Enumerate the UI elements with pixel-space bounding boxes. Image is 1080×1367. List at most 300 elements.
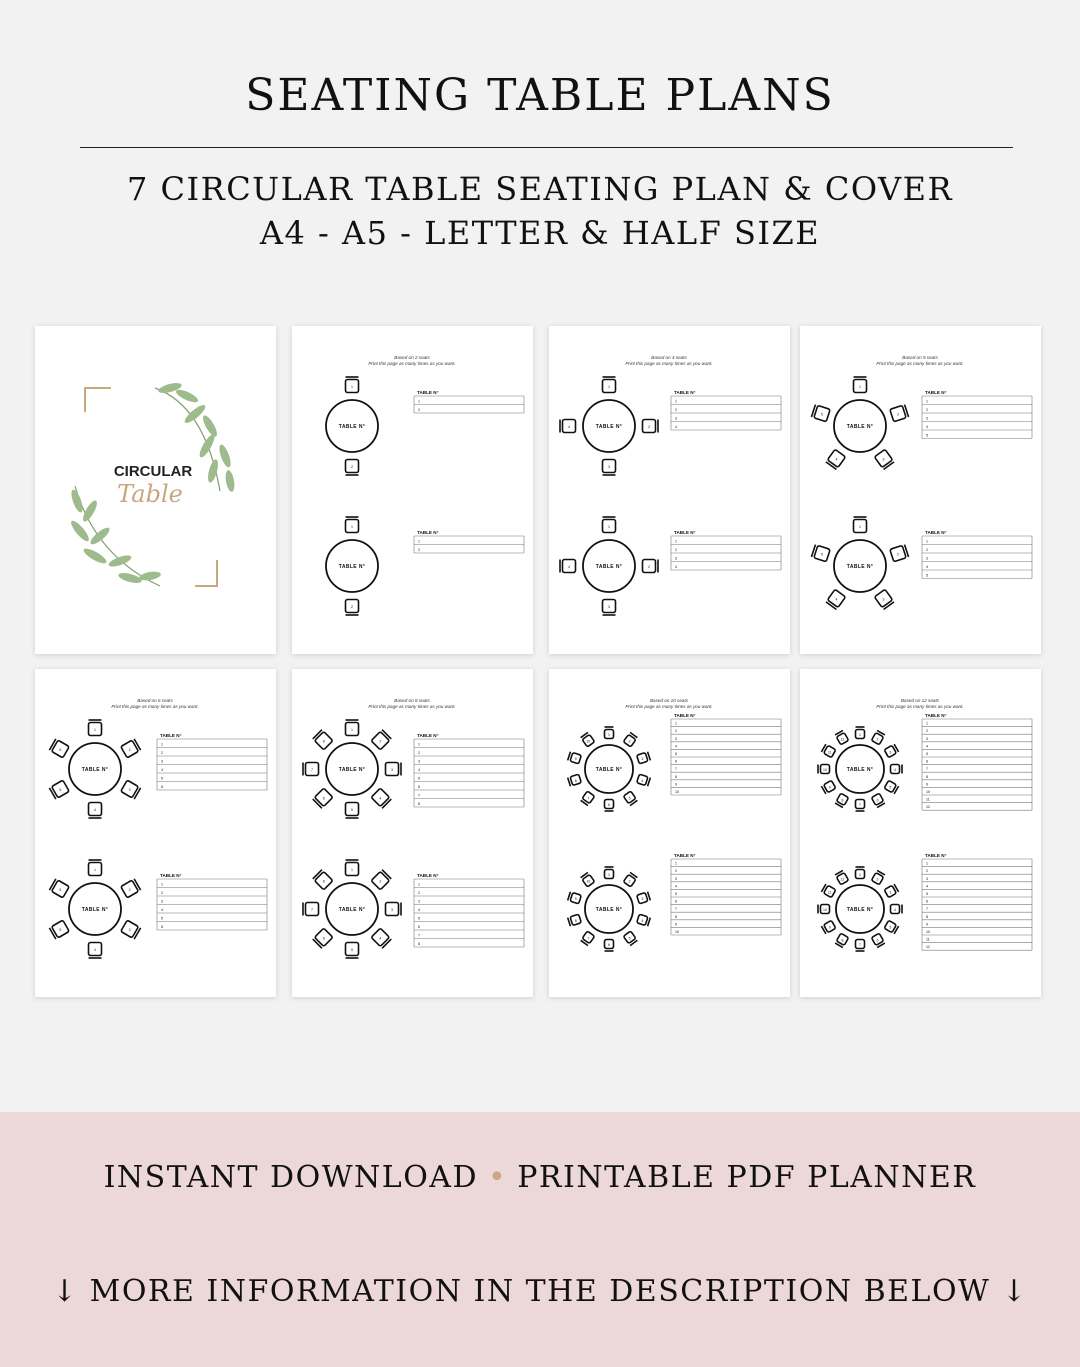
guest-row-number: 1 — [675, 721, 677, 726]
seating-plan-drawing — [35, 669, 276, 997]
guest-row-number: 1 — [161, 742, 163, 747]
guest-row-number: 5 — [161, 776, 163, 781]
guest-list — [671, 713, 781, 795]
cover-word-table: Table — [117, 480, 183, 508]
svg-text:8: 8 — [574, 778, 577, 783]
guest-row-number: 8 — [926, 774, 928, 779]
svg-text:12: 12 — [840, 877, 845, 882]
chair-icon — [623, 791, 637, 806]
seat-count-caption: Based on 6 seats — [137, 698, 173, 703]
separator-dot: • — [488, 1160, 508, 1195]
chair-icon — [605, 867, 614, 879]
svg-text:7: 7 — [587, 796, 590, 801]
subtitle-sizes: A4 - A5 - LETTER & HALF SIZE — [259, 214, 821, 252]
seating-plan-drawing — [800, 669, 1041, 997]
svg-text:2: 2 — [876, 737, 879, 742]
guest-list-header: TABLE N° — [925, 713, 947, 718]
chair-icon — [835, 870, 849, 884]
guest-row-number: 1 — [418, 742, 420, 747]
svg-text:2: 2 — [379, 739, 382, 744]
plan-page-2-seats — [292, 326, 533, 654]
svg-text:10: 10 — [586, 739, 591, 744]
more-information-note: ↓ MORE INFORMATION IN THE DESCRIPTION BELOW ↓ — [51, 1274, 1029, 1309]
guest-row-number: 7 — [926, 767, 928, 772]
svg-text:8: 8 — [322, 879, 325, 884]
chair-icon — [884, 920, 898, 934]
seating-table-diagram — [818, 727, 902, 811]
guest-row-number: 1 — [926, 721, 928, 726]
svg-text:9: 9 — [574, 757, 577, 762]
chair-icon — [637, 914, 651, 926]
guest-row-number: 10 — [675, 930, 679, 934]
guest-row-number: 6 — [675, 759, 677, 764]
svg-text:10: 10 — [823, 908, 827, 912]
guest-row-number: 5 — [926, 752, 928, 756]
svg-text:3: 3 — [882, 597, 885, 602]
svg-text:1: 1 — [859, 525, 861, 529]
chair-icon — [821, 920, 835, 934]
chair-icon — [121, 879, 141, 898]
guest-row-number: 2 — [418, 751, 420, 755]
guest-row-number: 3 — [675, 416, 677, 421]
chair-icon — [835, 730, 849, 744]
guest-row-number: 6 — [418, 785, 420, 789]
table-center-label: TABLE N° — [846, 907, 874, 913]
seating-table-diagram — [568, 727, 651, 811]
guest-list-header: TABLE N° — [925, 390, 947, 395]
guest-row-number: 3 — [675, 556, 677, 561]
guest-row-number: 8 — [926, 914, 928, 919]
instant-download-label: INSTANT DOWNLOAD — [103, 1160, 479, 1195]
svg-text:3: 3 — [882, 457, 885, 462]
svg-text:10: 10 — [823, 768, 827, 772]
seating-table-diagram — [560, 377, 658, 475]
guest-list — [922, 713, 1032, 810]
svg-text:3: 3 — [608, 605, 610, 609]
chair-icon — [891, 765, 903, 774]
chair-icon — [386, 903, 402, 916]
svg-text:11: 11 — [827, 750, 832, 755]
seat-count-caption: Based on 2 seats — [394, 355, 430, 360]
table-center-label: TABLE N° — [846, 424, 874, 430]
svg-text:7: 7 — [311, 908, 313, 912]
chair-icon — [581, 732, 595, 747]
guest-row-number: 4 — [675, 565, 677, 569]
chair-icon — [821, 884, 835, 898]
svg-text:5: 5 — [889, 925, 892, 930]
guest-row-number: 2 — [675, 729, 677, 734]
guest-row-number: 4 — [926, 884, 928, 889]
svg-text:1: 1 — [608, 385, 610, 389]
guest-row-number: 1 — [926, 861, 928, 866]
guest-row-number: 4 — [675, 884, 677, 889]
guest-row-number: 2 — [675, 408, 677, 412]
guest-list-header: TABLE N° — [674, 713, 696, 718]
chair-icon — [884, 884, 898, 898]
svg-text:1: 1 — [608, 733, 610, 737]
plan-page-12-seats — [800, 669, 1041, 997]
chair-icon — [605, 940, 614, 952]
guest-row-number: 6 — [418, 925, 420, 929]
guest-list — [414, 873, 524, 947]
svg-text:4: 4 — [835, 457, 838, 462]
guest-list-header: TABLE N° — [674, 390, 696, 395]
chair-icon — [818, 765, 830, 774]
seating-table-diagram — [326, 377, 378, 475]
plan-page-5-seats — [800, 326, 1041, 654]
svg-text:8: 8 — [841, 938, 844, 943]
chair-icon — [346, 460, 359, 476]
chair-icon — [371, 788, 391, 808]
svg-text:6: 6 — [608, 803, 610, 807]
plan-page-8-seats — [292, 669, 533, 997]
chair-icon — [871, 870, 885, 884]
guest-row-number: 3 — [161, 759, 163, 764]
svg-text:6: 6 — [608, 943, 610, 947]
guest-row-number: 2 — [926, 408, 928, 412]
guest-row-number: 2 — [418, 408, 420, 412]
svg-text:4: 4 — [835, 597, 838, 602]
chair-icon — [346, 517, 359, 533]
chair-icon — [346, 600, 359, 616]
svg-text:6: 6 — [59, 748, 62, 752]
chair-icon — [346, 720, 359, 736]
seating-table-diagram — [49, 720, 140, 818]
svg-text:3: 3 — [391, 768, 393, 772]
table-center-label: TABLE N° — [338, 424, 366, 430]
chair-icon — [568, 774, 582, 786]
svg-text:1: 1 — [351, 385, 353, 389]
chair-icon — [623, 872, 637, 887]
chair-icon — [346, 803, 359, 819]
chair-icon — [856, 727, 865, 739]
svg-text:5: 5 — [821, 552, 823, 557]
svg-text:11: 11 — [827, 890, 832, 895]
plan-page-6-seats — [35, 669, 276, 997]
table-center-label: TABLE N° — [338, 907, 366, 913]
seating-table-diagram — [326, 517, 378, 615]
chair-icon — [581, 931, 595, 946]
guest-list-header: TABLE N° — [674, 530, 696, 535]
svg-text:1: 1 — [351, 868, 353, 872]
guest-row-number: 1 — [418, 882, 420, 887]
plan-page-10-seats — [549, 669, 790, 997]
chair-icon — [568, 914, 582, 926]
svg-text:7: 7 — [859, 943, 861, 947]
cover-word-circular: CIRCULAR — [113, 463, 193, 480]
seating-table-diagram — [811, 377, 908, 470]
guest-row-number: 1 — [418, 399, 420, 404]
cover-art — [35, 326, 276, 654]
guest-row-number: 9 — [926, 782, 928, 787]
svg-text:6: 6 — [876, 938, 879, 943]
chair-icon — [89, 720, 102, 736]
svg-text:2: 2 — [897, 552, 899, 557]
print-note: Print this page as many times as you want. — [368, 704, 456, 709]
guest-list — [157, 733, 267, 790]
svg-text:2: 2 — [628, 739, 631, 744]
seating-plan-drawing — [549, 326, 790, 654]
chair-icon — [811, 405, 830, 422]
svg-text:4: 4 — [894, 908, 896, 912]
seating-table-diagram — [560, 517, 658, 615]
guest-row-number: 3 — [926, 876, 928, 881]
print-note: Print this page as many times as you want. — [368, 361, 456, 366]
chair-icon — [560, 560, 576, 573]
chair-icon — [874, 589, 894, 609]
svg-text:5: 5 — [821, 412, 823, 417]
svg-text:3: 3 — [641, 897, 644, 902]
guest-row-number: 4 — [926, 425, 928, 429]
chair-icon — [49, 739, 69, 758]
guest-row-number: 4 — [675, 425, 677, 429]
guest-row-number: 7 — [675, 907, 677, 912]
guest-row-number: 5 — [926, 433, 928, 438]
guest-row-number: 7 — [418, 933, 420, 938]
chair-icon — [303, 903, 319, 916]
svg-text:4: 4 — [641, 778, 644, 783]
chair-icon — [605, 800, 614, 812]
table-center-label: TABLE N° — [595, 907, 623, 913]
guest-row-number: 5 — [926, 892, 928, 896]
chair-icon — [121, 780, 141, 799]
svg-text:12: 12 — [840, 737, 845, 742]
chair-icon — [643, 420, 659, 433]
guest-row-number: 1 — [675, 539, 677, 544]
table-center-label: TABLE N° — [81, 767, 109, 773]
chair-icon — [835, 933, 849, 947]
svg-text:1: 1 — [351, 728, 353, 732]
svg-text:6: 6 — [876, 798, 879, 803]
chair-icon — [890, 545, 909, 562]
guest-list — [414, 390, 524, 413]
svg-text:3: 3 — [128, 788, 131, 792]
guest-row-number: 6 — [161, 925, 163, 929]
guest-row-number: 1 — [675, 861, 677, 866]
guest-list-header: TABLE N° — [674, 853, 696, 858]
svg-text:4: 4 — [94, 808, 96, 812]
guest-list — [414, 733, 524, 807]
guest-row-number: 2 — [675, 548, 677, 552]
guest-row-number: 9 — [675, 782, 677, 787]
guest-row-number: 3 — [675, 876, 677, 881]
chair-icon — [637, 752, 651, 764]
print-note: Print this page as many times as you want. — [876, 704, 964, 709]
guest-row-number: 4 — [675, 744, 677, 749]
chair-icon — [856, 940, 865, 952]
guest-row-number: 1 — [418, 539, 420, 544]
svg-text:1: 1 — [859, 873, 861, 877]
chair-icon — [811, 545, 830, 562]
guest-row-number: 4 — [418, 768, 420, 772]
svg-text:7: 7 — [587, 936, 590, 941]
chair-icon — [89, 803, 102, 819]
guest-row-number: 4 — [926, 565, 928, 569]
guest-row-number: 2 — [675, 869, 677, 874]
guest-list — [922, 853, 1032, 950]
svg-text:1: 1 — [351, 525, 353, 529]
guest-row-number: 5 — [161, 916, 163, 921]
svg-text:2: 2 — [628, 879, 631, 884]
chair-icon — [603, 377, 616, 393]
svg-text:2: 2 — [128, 748, 131, 752]
guest-row-number: 12 — [926, 805, 930, 810]
svg-text:5: 5 — [351, 948, 353, 952]
seating-table-diagram — [49, 860, 140, 958]
guest-row-number: 3 — [926, 416, 928, 421]
chair-icon — [568, 752, 582, 764]
svg-text:5: 5 — [628, 796, 631, 801]
guest-row-number: 4 — [418, 908, 420, 912]
chair-icon — [49, 920, 69, 939]
guest-list — [922, 390, 1032, 439]
chair-icon — [560, 420, 576, 433]
seating-table-diagram — [811, 517, 908, 610]
chair-icon — [346, 860, 359, 876]
svg-text:5: 5 — [59, 788, 62, 792]
table-center-label: TABLE N° — [595, 564, 623, 570]
svg-text:6: 6 — [59, 888, 62, 892]
svg-text:1: 1 — [859, 385, 861, 389]
guest-row-number: 11 — [926, 797, 930, 802]
guest-list — [922, 530, 1032, 579]
title-divider — [80, 147, 1013, 148]
chair-icon — [346, 943, 359, 959]
guest-row-number: 3 — [926, 556, 928, 561]
print-note: Print this page as many times as you want. — [111, 704, 199, 709]
svg-text:1: 1 — [94, 728, 96, 732]
footer-features — [0, 1160, 1080, 1195]
guest-row-number: 8 — [675, 914, 677, 919]
guest-row-number: 2 — [161, 891, 163, 895]
chair-icon — [854, 377, 867, 393]
chair-icon — [303, 763, 319, 776]
guest-list-header: TABLE N° — [160, 733, 182, 738]
guest-row-number: 9 — [675, 922, 677, 927]
guest-row-number: 5 — [675, 752, 677, 756]
chair-icon — [856, 800, 865, 812]
guest-row-number: 12 — [926, 945, 930, 950]
svg-text:3: 3 — [889, 890, 892, 895]
svg-text:5: 5 — [351, 808, 353, 812]
svg-text:2: 2 — [128, 888, 131, 892]
chair-icon — [605, 727, 614, 739]
print-note: Print this page as many times as you want. — [876, 361, 964, 366]
guest-row-number: 2 — [161, 751, 163, 755]
guest-row-number: 10 — [675, 790, 679, 794]
table-center-label: TABLE N° — [846, 767, 874, 773]
chair-icon — [346, 377, 359, 393]
svg-text:2: 2 — [876, 877, 879, 882]
guest-row-number: 1 — [161, 882, 163, 887]
chair-icon — [603, 460, 616, 476]
chair-icon — [856, 867, 865, 879]
guest-list-header: TABLE N° — [417, 390, 439, 395]
svg-text:1: 1 — [94, 868, 96, 872]
table-center-label: TABLE N° — [338, 564, 366, 570]
seating-table-diagram — [818, 867, 902, 951]
guest-row-number: 8 — [675, 774, 677, 779]
chair-icon — [643, 560, 659, 573]
print-note: Print this page as many times as you want. — [625, 361, 713, 366]
svg-text:3: 3 — [391, 908, 393, 912]
footer-band — [0, 1112, 1080, 1367]
guest-row-number: 3 — [161, 899, 163, 904]
guest-list-header: TABLE N° — [417, 530, 439, 535]
guest-row-number: 2 — [926, 869, 928, 874]
guest-row-number: 3 — [675, 736, 677, 741]
printable-pdf-label: PRINTABLE PDF PLANNER — [517, 1160, 977, 1195]
chair-icon — [826, 589, 846, 609]
guest-row-number: 5 — [926, 573, 928, 578]
chair-icon — [871, 793, 885, 807]
chair-icon — [121, 920, 141, 939]
guest-list — [414, 530, 524, 553]
seat-count-caption: Based on 8 seats — [394, 698, 430, 703]
chair-icon — [49, 780, 69, 799]
svg-text:3: 3 — [128, 928, 131, 932]
seating-table-diagram — [303, 860, 401, 958]
svg-text:3: 3 — [889, 750, 892, 755]
svg-text:2: 2 — [648, 425, 650, 429]
guest-list-header: TABLE N° — [417, 733, 439, 738]
chair-icon — [891, 905, 903, 914]
plan-page-4-seats — [549, 326, 790, 654]
guest-row-number: 9 — [926, 922, 928, 927]
svg-text:4: 4 — [894, 768, 896, 772]
guest-row-number: 6 — [161, 785, 163, 789]
svg-text:4: 4 — [94, 948, 96, 952]
svg-text:3: 3 — [641, 757, 644, 762]
table-center-label: TABLE N° — [595, 424, 623, 430]
svg-text:4: 4 — [568, 425, 570, 429]
guest-list — [671, 853, 781, 935]
guest-list-header: TABLE N° — [925, 530, 947, 535]
svg-text:8: 8 — [322, 739, 325, 744]
guest-row-number: 2 — [926, 729, 928, 734]
chair-icon — [603, 517, 616, 533]
guest-row-number: 8 — [418, 802, 420, 806]
svg-text:6: 6 — [322, 936, 325, 941]
chair-icon — [854, 517, 867, 533]
chair-icon — [826, 449, 846, 469]
chair-icon — [821, 744, 835, 758]
chair-icon — [313, 730, 333, 750]
seating-plan-drawing — [292, 669, 533, 997]
guest-row-number: 1 — [675, 399, 677, 404]
chair-icon — [884, 780, 898, 794]
svg-text:5: 5 — [628, 936, 631, 941]
guest-list — [671, 390, 781, 430]
guest-list-header: TABLE N° — [925, 853, 947, 858]
guest-row-number: 4 — [161, 768, 163, 772]
guest-list-header: TABLE N° — [417, 873, 439, 878]
seating-plan-drawing — [549, 669, 790, 997]
svg-text:1: 1 — [608, 873, 610, 877]
chair-icon — [623, 931, 637, 946]
chair-icon — [49, 879, 69, 898]
chair-icon — [568, 892, 582, 904]
guest-row-number: 8 — [418, 942, 420, 946]
chair-icon — [371, 730, 391, 750]
svg-text:7: 7 — [311, 768, 313, 772]
svg-text:3: 3 — [608, 465, 610, 469]
guest-row-number: 5 — [675, 892, 677, 896]
seat-count-caption: Based on 10 seats — [649, 698, 689, 703]
seat-count-caption: Based on 4 seats — [651, 355, 687, 360]
chair-icon — [386, 763, 402, 776]
guest-row-number: 11 — [926, 937, 930, 942]
